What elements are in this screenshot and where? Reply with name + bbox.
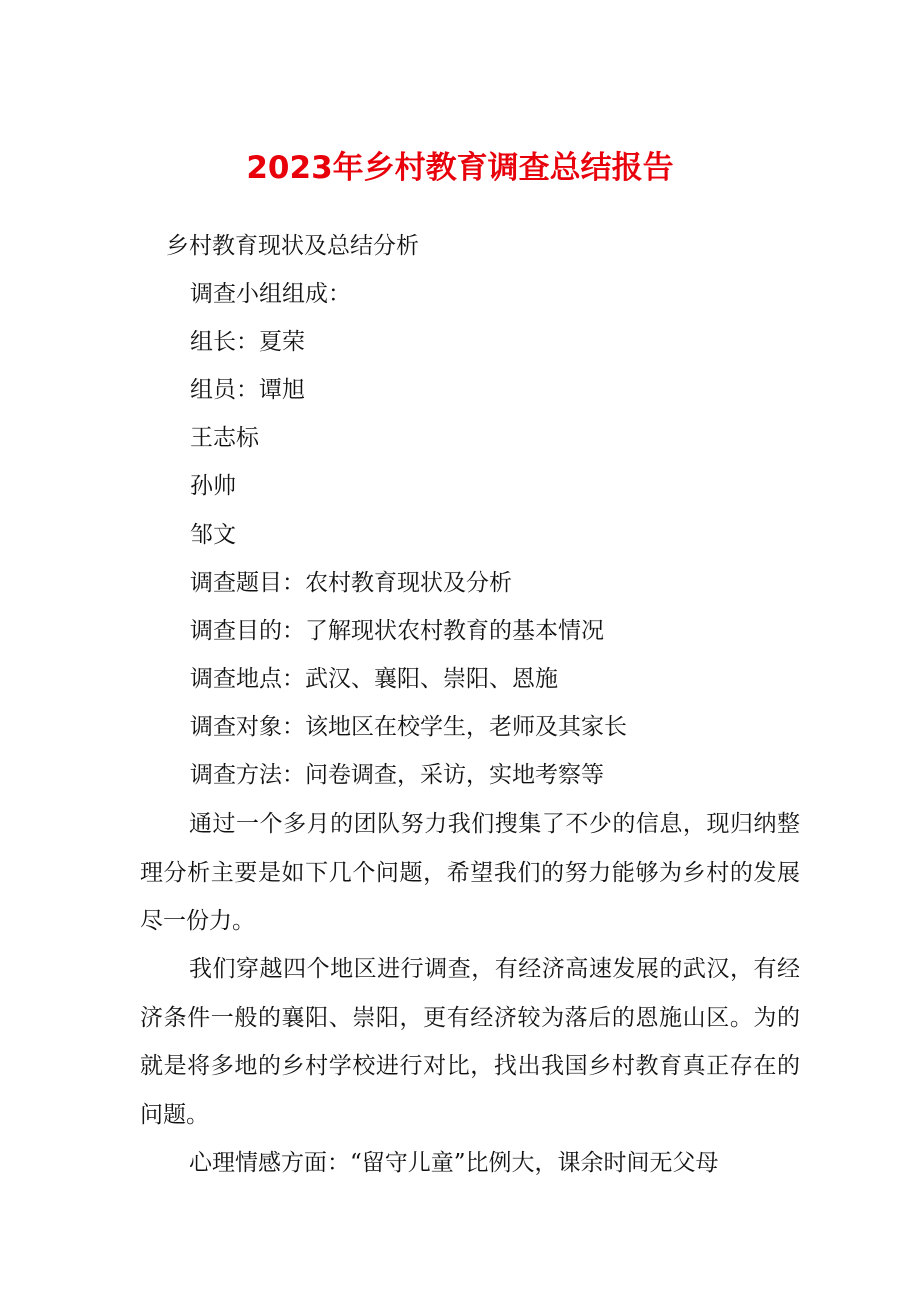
text-line-subjects: 调查对象：该地区在校学生，老师及其家长: [190, 714, 627, 740]
text-line-purpose: 调查目的：了解现状农村教育的基本情况: [190, 618, 604, 644]
body-paragraph: 通过一个多月的团队努力我们搜集了不少的信息，现归纳整理分析主要是如下几个问题，希望我们的努力能够为乡村的发展尽一份力。: [140, 811, 800, 934]
document-title: 2023年乡村教育调查总结报告: [246, 150, 674, 186]
text-line-member: 孙帅: [190, 473, 236, 499]
text-line-member: 组员：谭旭: [190, 377, 305, 403]
text-line-leader: 组长：夏荣: [190, 329, 305, 355]
text-line-member: 邹文: [190, 522, 236, 548]
text-line-topic: 调查题目：农村教育现状及分析: [190, 570, 512, 596]
text-line-location: 调查地点：武汉、襄阳、崇阳、恩施: [190, 666, 558, 692]
document-subtitle: 乡村教育现状及总结分析: [166, 233, 419, 259]
text-line-team: 调查小组组成：: [190, 281, 351, 307]
body-paragraph: 心理情感方面：“留守儿童”比例大，课余时间无父母: [189, 1150, 719, 1176]
body-paragraph: 我们穿越四个地区进行调查，有经济高速发展的武汉，有经济条件一般的襄阳、崇阳，更有经济较为落后的恩施山区。为的就是将多地的乡村学校进行对比，找出我国乡村教育真正存在的问题。: [140, 956, 800, 1128]
text-line-method: 调查方法：问卷调查，采访，实地考察等: [190, 762, 604, 788]
text-line-member: 王志标: [190, 425, 259, 451]
